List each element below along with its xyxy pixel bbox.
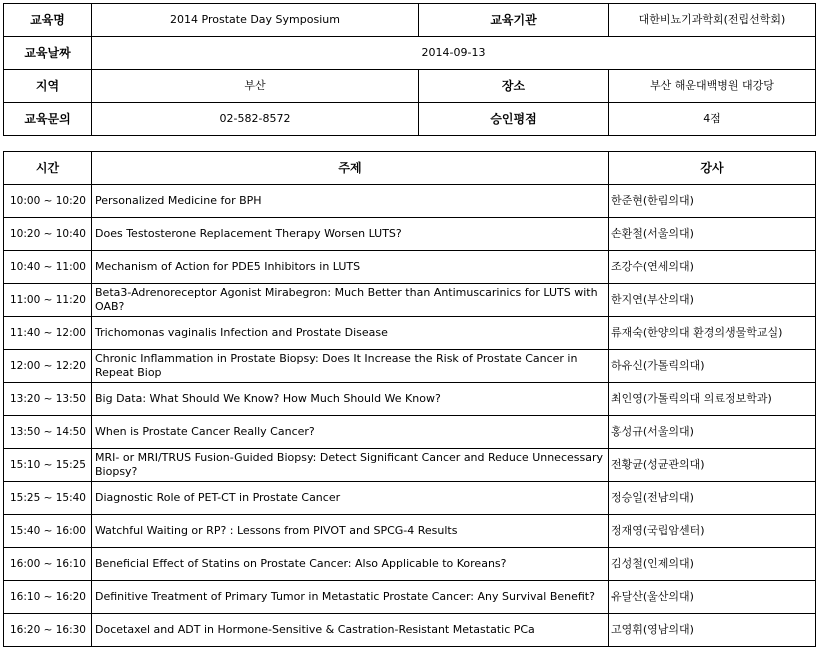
venue-label: 장소	[419, 70, 609, 103]
session-time: 13:20 ~ 13:50	[4, 383, 92, 416]
table-row	[4, 416, 816, 449]
region-label: 지역	[4, 70, 92, 103]
org-value: 대한비뇨기과학회(전립선학회)	[609, 4, 816, 37]
info-row-region	[4, 70, 816, 103]
session-time: 16:20 ~ 16:30	[4, 614, 92, 647]
session-speaker: 정승일(전남의대)	[609, 482, 816, 515]
session-topic: Big Data: What Should We Know? How Much Should We Know?	[92, 383, 609, 416]
session-topic: MRI- or MRI/TRUS Fusion-Guided Biopsy: Detect Significant Cancer and Reduce Unnecessary Biopsy?	[92, 449, 609, 482]
table-row	[4, 581, 816, 614]
session-speaker: 하유신(가톨릭의대)	[609, 350, 816, 383]
session-speaker: 고영휘(영남의대)	[609, 614, 816, 647]
session-topic: Beta3-Adrenoreceptor Agonist Mirabegron: Much Better than Antimuscarinics for LUTS with OAB?	[92, 284, 609, 317]
info-row-contact	[4, 103, 816, 136]
contact-value: 02-582-8572	[92, 103, 419, 136]
org-label: 교육기관	[419, 4, 609, 37]
session-time: 12:00 ~ 12:20	[4, 350, 92, 383]
table-row	[4, 614, 816, 647]
table-row	[4, 515, 816, 548]
session-topic: Personalized Medicine for BPH	[92, 185, 609, 218]
table-row	[4, 548, 816, 581]
date-label: 교육날짜	[4, 37, 92, 70]
venue-value: 부산 해운대백병원 대강당	[609, 70, 816, 103]
session-topic: When is Prostate Cancer Really Cancer?	[92, 416, 609, 449]
session-speaker: 전황균(성균관의대)	[609, 449, 816, 482]
session-topic: Docetaxel and ADT in Hormone-Sensitive & Castration-Resistant Metastatic PCa	[92, 614, 609, 647]
session-speaker: 한지연(부산의대)	[609, 284, 816, 317]
session-speaker: 유달산(울산의대)	[609, 581, 816, 614]
table-row	[4, 218, 816, 251]
session-time: 10:40 ~ 11:00	[4, 251, 92, 284]
session-time: 15:25 ~ 15:40	[4, 482, 92, 515]
table-row	[4, 449, 816, 482]
session-topic: Trichomonas vaginalis Infection and Prostate Disease	[92, 317, 609, 350]
session-speaker: 김성철(인제의대)	[609, 548, 816, 581]
session-time: 16:00 ~ 16:10	[4, 548, 92, 581]
session-time: 15:10 ~ 15:25	[4, 449, 92, 482]
credit-value: 4점	[609, 103, 816, 136]
session-topic: Definitive Treatment of Primary Tumor in Metastatic Prostate Cancer: Any Survival Benefit?	[92, 581, 609, 614]
info-row-name	[4, 4, 816, 37]
table-row	[4, 350, 816, 383]
session-speaker: 한준현(한림의대)	[609, 185, 816, 218]
time-header: 시간	[4, 152, 92, 185]
session-speaker: 손환철(서울의대)	[609, 218, 816, 251]
session-speaker: 류재숙(한양의대 환경의생물학교실)	[609, 317, 816, 350]
table-row	[4, 482, 816, 515]
schedule-table	[3, 151, 816, 647]
table-row	[4, 284, 816, 317]
session-time: 10:20 ~ 10:40	[4, 218, 92, 251]
session-speaker: 최인영(가톨릭의대 의료정보학과)	[609, 383, 816, 416]
session-topic: Beneficial Effect of Statins on Prostate Cancer: Also Applicable to Koreans?	[92, 548, 609, 581]
info-row-date	[4, 37, 816, 70]
credit-label: 승인평점	[419, 103, 609, 136]
session-time: 13:50 ~ 14:50	[4, 416, 92, 449]
region-value: 부산	[92, 70, 419, 103]
speaker-header: 강사	[609, 152, 816, 185]
table-row	[4, 317, 816, 350]
session-time: 16:10 ~ 16:20	[4, 581, 92, 614]
edu-name-label: 교육명	[4, 4, 92, 37]
schedule-header-row	[4, 152, 816, 185]
course-info-table	[3, 3, 816, 136]
topic-header: 주제	[92, 152, 609, 185]
table-row	[4, 185, 816, 218]
session-speaker: 조강수(연세의대)	[609, 251, 816, 284]
session-topic: Mechanism of Action for PDE5 Inhibitors in LUTS	[92, 251, 609, 284]
session-time: 15:40 ~ 16:00	[4, 515, 92, 548]
session-topic: Watchful Waiting or RP? : Lessons from PIVOT and SPCG-4 Results	[92, 515, 609, 548]
session-time: 10:00 ~ 10:20	[4, 185, 92, 218]
table-row	[4, 251, 816, 284]
contact-label: 교육문의	[4, 103, 92, 136]
session-topic: Chronic Inflammation in Prostate Biopsy: Does It Increase the Risk of Prostate Cancer in Repeat Biop	[92, 350, 609, 383]
edu-name-value: 2014 Prostate Day Symposium	[92, 4, 419, 37]
table-row	[4, 383, 816, 416]
session-time: 11:40 ~ 12:00	[4, 317, 92, 350]
session-speaker: 정재영(국립암센터)	[609, 515, 816, 548]
session-time: 11:00 ~ 11:20	[4, 284, 92, 317]
date-value: 2014-09-13	[92, 37, 816, 70]
session-topic: Does Testosterone Replacement Therapy Worsen LUTS?	[92, 218, 609, 251]
session-speaker: 홍성규(서울의대)	[609, 416, 816, 449]
session-topic: Diagnostic Role of PET-CT in Prostate Cancer	[92, 482, 609, 515]
